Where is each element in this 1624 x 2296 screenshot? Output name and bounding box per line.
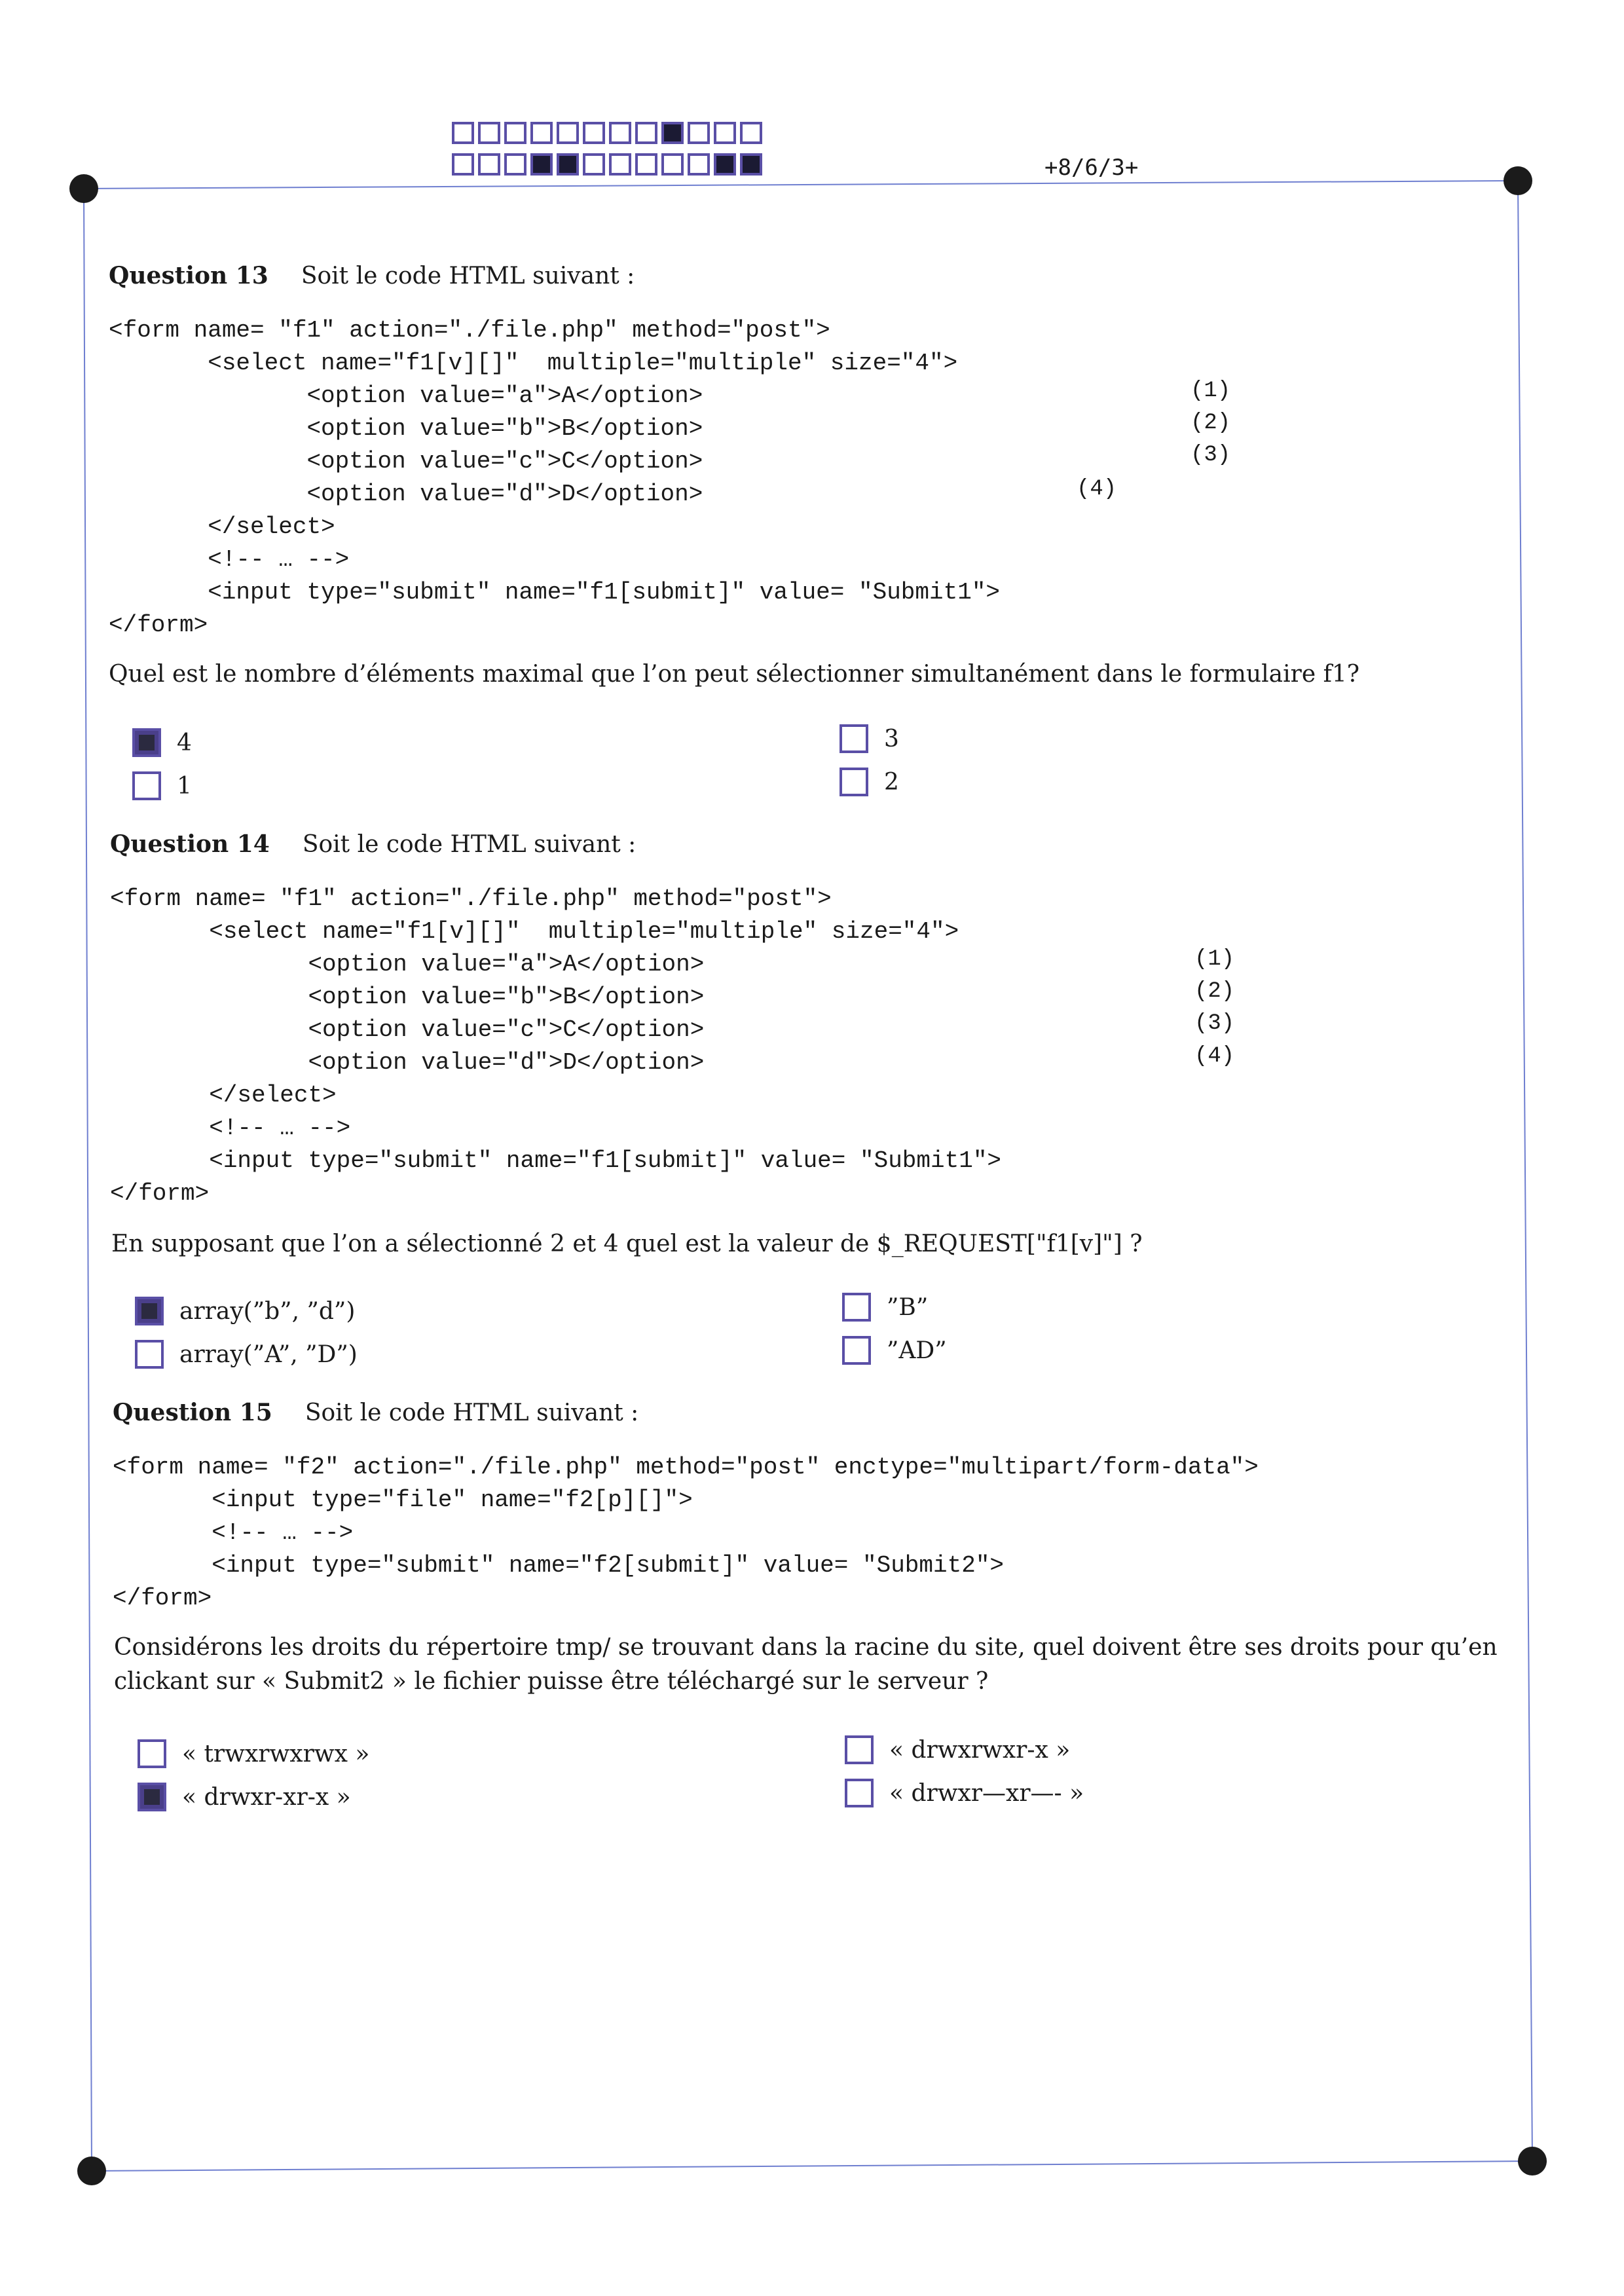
barcode-cell xyxy=(661,122,684,144)
choice-label: ”B” xyxy=(887,1293,929,1321)
checkbox[interactable] xyxy=(845,1735,874,1764)
q13-ref-4: (4) xyxy=(1077,477,1117,502)
barcode-cell xyxy=(688,122,710,144)
registration-mark-top-left xyxy=(69,174,98,203)
q15-choice-drwxr-xr-x[interactable] xyxy=(138,1783,351,1811)
q13-choice-4[interactable] xyxy=(132,728,192,757)
barcode-cell xyxy=(688,153,710,176)
checkbox[interactable] xyxy=(135,1340,164,1369)
choice-label: 4 xyxy=(177,729,192,756)
q13-choice-2[interactable] xyxy=(840,768,899,796)
q13-ref-2: (2) xyxy=(1190,411,1231,435)
barcode-cell xyxy=(478,122,500,144)
barcode-cell xyxy=(504,153,526,176)
q13-ref-1: (1) xyxy=(1190,379,1231,403)
barcode-cell xyxy=(452,122,474,144)
question-14-prompt: En supposant que l’on a sélectionné 2 et 4 quel est la valeur de $_REQUEST["f1[v]"] ? xyxy=(111,1231,1143,1257)
checkbox[interactable] xyxy=(840,724,868,753)
choice-label: ”AD” xyxy=(887,1337,947,1364)
question-15-label: Question 15 xyxy=(113,1399,272,1426)
checkbox[interactable] xyxy=(842,1336,871,1365)
q15-choice-trwxrwxrwx[interactable] xyxy=(138,1739,369,1768)
q14-ref-3: (3) xyxy=(1194,1011,1235,1036)
choice-label: « drwxrwxr-x » xyxy=(889,1736,1071,1764)
sheet-id: +8/6/3+ xyxy=(1044,155,1139,181)
choice-label: « trwxrwxrwx » xyxy=(182,1740,370,1768)
question-15-code: <form name= "f2" action="./file.php" method="post" enctype="multipart/form-data"> <input type="file" name="f2[p][]"> <!-- … --> <input type="submit" name="f2[submit]" value= "Submit2"> </form> xyxy=(113,1454,1259,1612)
barcode-cell xyxy=(635,153,657,176)
question-14-title xyxy=(110,830,636,858)
barcode-cell xyxy=(740,122,762,144)
q14-ref-2: (2) xyxy=(1194,979,1235,1004)
choice-label: « drwxr-xr-x » xyxy=(182,1783,351,1811)
barcode-cell xyxy=(714,122,736,144)
choice-label: array(”A”, ”D”) xyxy=(179,1341,358,1368)
q14-ref-4: (4) xyxy=(1194,1044,1235,1069)
q15-choice-drwxrwxr-x[interactable] xyxy=(845,1735,1070,1764)
question-14-code: <form name= "f1" action="./file.php" method="post"> <select name="f1[v][]" multiple="multiple" size="4"> <option value="a">A</option> <option value="b">B</option> <option value="c">C</option> <option value="d">D</option> </select> <!-- … --> <input type="submit" name="f1[submit]" value= "Submit1"> </form> xyxy=(110,885,1002,1207)
barcode-cell xyxy=(609,153,631,176)
registration-mark-top-right xyxy=(1504,166,1532,195)
checkbox[interactable] xyxy=(135,1297,164,1325)
barcode-cell xyxy=(583,153,605,176)
barcode-cell xyxy=(504,122,526,144)
barcode-cell xyxy=(609,122,631,144)
checkbox[interactable] xyxy=(840,768,868,796)
barcode-cell xyxy=(714,153,736,176)
barcode-cell xyxy=(583,122,605,144)
barcode-cell xyxy=(557,122,579,144)
q14-choice-B[interactable] xyxy=(842,1293,928,1322)
choice-label: 3 xyxy=(884,725,899,752)
q13-choice-1[interactable] xyxy=(132,771,192,800)
checkbox[interactable] xyxy=(132,728,161,757)
question-14-label: Question 14 xyxy=(110,830,270,858)
checkbox[interactable] xyxy=(132,771,161,800)
question-15-intro: Soit le code HTML suivant : xyxy=(304,1399,639,1426)
barcode-cell xyxy=(635,122,657,144)
q15-choice-drwxr-xr--[interactable] xyxy=(845,1779,1084,1807)
question-15-prompt: Considérons les droits du répertoire tmp/ se trouvant dans la racine du site, quel doivent être ses droits pour qu’en clickant sur « Submit2 » le fichier puisse être téléchargé sur le serveur ? xyxy=(114,1634,1498,1695)
q14-choice-array-AD[interactable] xyxy=(135,1340,358,1369)
q14-choice-AD[interactable] xyxy=(842,1336,947,1365)
barcode-cell xyxy=(530,153,553,176)
question-14-intro: Soit le code HTML suivant : xyxy=(302,831,637,858)
question-13-label: Question 13 xyxy=(109,262,268,289)
q13-ref-3: (3) xyxy=(1190,443,1231,468)
q14-ref-1: (1) xyxy=(1194,947,1235,972)
registration-mark-bottom-right xyxy=(1518,2147,1547,2176)
question-13-prompt: Quel est le nombre d’éléments maximal que l’on peut sélectionner simultanément dans le formulaire f1? xyxy=(109,661,1360,688)
checkbox[interactable] xyxy=(138,1783,166,1811)
barcode-top xyxy=(452,122,766,144)
checkbox[interactable] xyxy=(138,1739,166,1768)
q13-choice-3[interactable] xyxy=(840,724,899,753)
q14-choice-array-bd[interactable] xyxy=(135,1297,355,1325)
choice-label: array(”b”, ”d”) xyxy=(179,1297,356,1325)
question-13-title xyxy=(109,262,635,289)
checkbox[interactable] xyxy=(845,1779,874,1807)
question-15-title xyxy=(113,1399,638,1426)
choice-label: « drwxr—xr—- » xyxy=(889,1779,1084,1807)
barcode-cell xyxy=(530,122,553,144)
barcode-cell xyxy=(740,153,762,176)
choice-label: 1 xyxy=(177,772,192,800)
barcode-cell xyxy=(557,153,579,176)
barcode-cell xyxy=(478,153,500,176)
registration-mark-bottom-left xyxy=(77,2157,106,2185)
barcode-cell xyxy=(452,153,474,176)
question-13-code: <form name= "f1" action="./file.php" method="post"> <select name="f1[v][]" multiple="multiple" size="4"> <option value="a">A</option> <option value="b">B</option> <option value="c">C</option> <option value="d">D</option> </select> <!-- … --> <input type="submit" name="f1[submit]" value= "Submit1"> </form> xyxy=(109,317,1001,639)
question-13-intro: Soit le code HTML suivant : xyxy=(301,263,635,289)
checkbox[interactable] xyxy=(842,1293,871,1322)
choice-label: 2 xyxy=(884,768,899,796)
barcode-bottom xyxy=(452,153,766,176)
barcode-cell xyxy=(661,153,684,176)
